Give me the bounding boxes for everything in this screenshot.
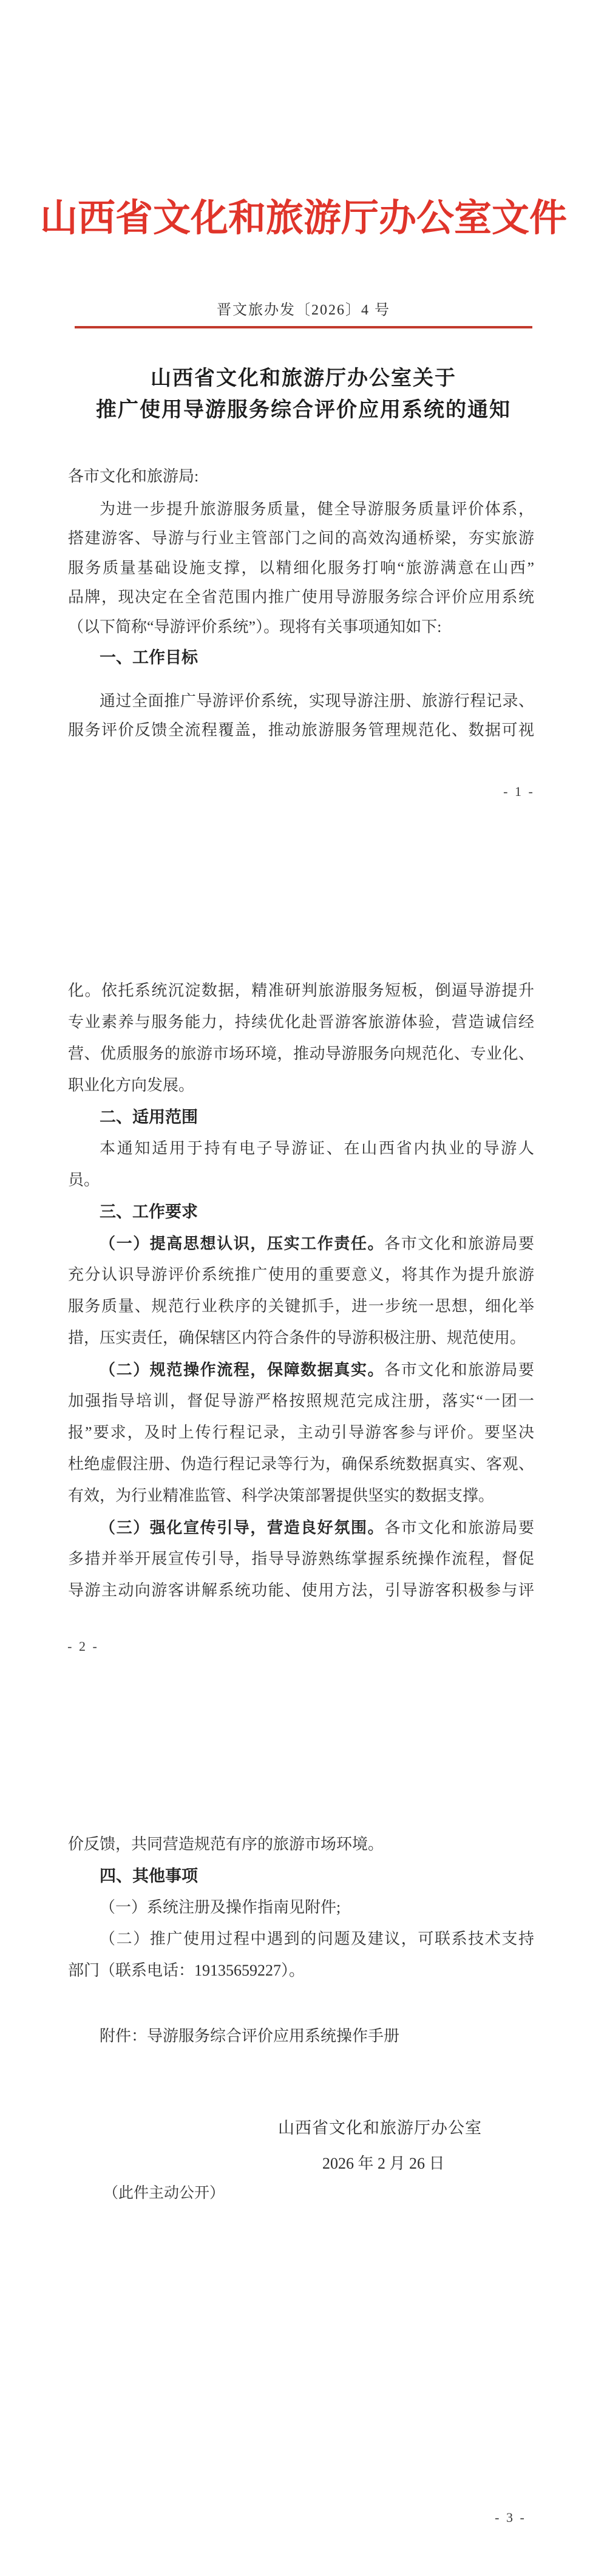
- para1-line-2: 搭建游客、导游与行业主管部门之间的高效沟通桥梁，夯实旅游: [68, 529, 534, 547]
- para1-line-1: 为进一步提升旅游服务质量，健全导游服务质量评价体系，: [100, 500, 534, 518]
- para1-line-5: （以下简称“导游评价系统”）。现将有关事项通知如下:: [68, 618, 442, 636]
- work-item-1-line-1: [68, 1233, 534, 1254]
- para2-cont-line-1: 化。依托系统沉淀数据，精准研判旅游服务短板，倒逼导游提升: [68, 982, 534, 999]
- work-item-1-line-2: 充分认识导游评价系统推广使用的重要意义，将其作为提升旅游: [68, 1266, 534, 1283]
- public-disclosure-note: （此件主动公开）: [103, 2185, 225, 2201]
- page-number-1: - 1 -: [503, 784, 535, 799]
- work-item-2-line-3: 报”要求，及时上传行程记录，主动引导游客参与评价。要坚决: [68, 1424, 534, 1441]
- work-item-3-line-1: [68, 1517, 534, 1538]
- other-item-2-line-2: 部门（联系电话：19135659227）。: [68, 1962, 305, 1979]
- work-item-3-line-3: 导游主动向游客讲解系统功能、使用方法，引导游客积极参与评: [68, 1582, 534, 1599]
- work-item-2-lead-rest: 各市文化和旅游局要: [384, 1361, 534, 1379]
- red-separator-line: [75, 326, 532, 328]
- salutation: 各市文化和旅游局:: [68, 467, 199, 485]
- work-item-1-line-4: 措，压实责任，确保辖区内符合条件的导游积极注册、规范使用。: [68, 1329, 526, 1347]
- agency-banner-title: 山西省文化和旅游厅办公室文件: [39, 198, 567, 239]
- para1-line-3: 服务质量基础设施支撑，以精细化服务打响“旅游满意在山西”: [68, 559, 534, 577]
- page-number-3: - 3 -: [495, 2510, 526, 2525]
- work-item-2-line-4: 杜绝虚假注册、伪造行程记录等行为，确保系统数据真实、客观、: [68, 1455, 534, 1473]
- issuing-office: 山西省文化和旅游厅办公室: [278, 2119, 482, 2137]
- para1-line-4: 品牌，现决定在全省范围内推广使用导游服务综合评价应用系统: [68, 588, 534, 606]
- issue-date: 2026 年 2 月 26 日: [322, 2155, 445, 2172]
- para2-line-2: 服务评价反馈全流程覆盖，推动旅游服务管理规范化、数据可视: [68, 721, 534, 739]
- para3-line-2: 员。: [68, 1171, 100, 1189]
- work-item-3-cont-line: 价反馈，共同营造规范有序的旅游市场环境。: [68, 1835, 384, 1853]
- work-item-2-bold-lead: （二）规范操作流程，保障数据真实。: [100, 1361, 385, 1379]
- other-item-2-line-1: （二）推广使用过程中遇到的问题及建议，可联系技术支持: [100, 1930, 534, 1948]
- work-item-2-line-5: 有效，为行业精准监管、科学决策部署提供坚实的数据支撑。: [68, 1487, 495, 1504]
- para2-cont-line-2: 专业素养与服务能力，持续优化赴晋游客旅游体验，营造诚信经: [68, 1013, 534, 1031]
- para2-line-1: 通过全面推广导游评价系统，实现导游注册、旅游行程记录、: [100, 692, 534, 710]
- other-item-1: （一）系统注册及操作指南见附件;: [100, 1898, 341, 1916]
- work-item-1-line-3: 服务质量、规范行业秩序的关键抓手，进一步统一思想，细化举: [68, 1297, 534, 1315]
- work-item-1-lead-rest: 各市文化和旅游局要: [384, 1235, 534, 1252]
- work-item-3-lead-rest: 各市文化和旅游局要: [384, 1519, 534, 1537]
- notice-title-line-1: 山西省文化和旅游厅办公室关于: [151, 367, 456, 390]
- work-item-3-bold-lead: （三）强化宣传引导，营造良好氛围。: [100, 1518, 385, 1537]
- attachment-line: 附件：导游服务综合评价应用系统操作手册: [100, 2027, 400, 2045]
- notice-title-line-2: 推广使用导游服务综合评价应用系统的通知: [96, 399, 511, 421]
- section-heading-1: 一、工作目标: [100, 648, 198, 667]
- para2-cont-line-3: 营、优质服务的旅游市场环境，推动导游服务向规范化、专业化、: [68, 1045, 534, 1062]
- document-number: 晋文旅办发〔2026〕4 号: [217, 302, 390, 318]
- section-heading-4: 四、其他事项: [100, 1867, 198, 1885]
- work-item-2-line-2: 加强指导培训，督促导游严格按照规范完成注册，落实“一团一: [68, 1392, 534, 1410]
- section-heading-2: 二、适用范围: [100, 1108, 198, 1126]
- para3-line-1: 本通知适用于持有电子导游证、在山西省内执业的导游人: [100, 1140, 534, 1157]
- para2-cont-line-4: 职业化方向发展。: [68, 1076, 195, 1094]
- section-heading-3: 三、工作要求: [100, 1203, 198, 1221]
- work-item-3-line-2: 多措并举开展宣传引导，指导导游熟练掌握系统操作流程，督促: [68, 1550, 534, 1568]
- work-item-2-line-1: [68, 1359, 534, 1380]
- page-number-2: - 2 -: [67, 1639, 99, 1654]
- work-item-1-bold-lead: （一）提高思想认识，压实工作责任。: [100, 1234, 385, 1252]
